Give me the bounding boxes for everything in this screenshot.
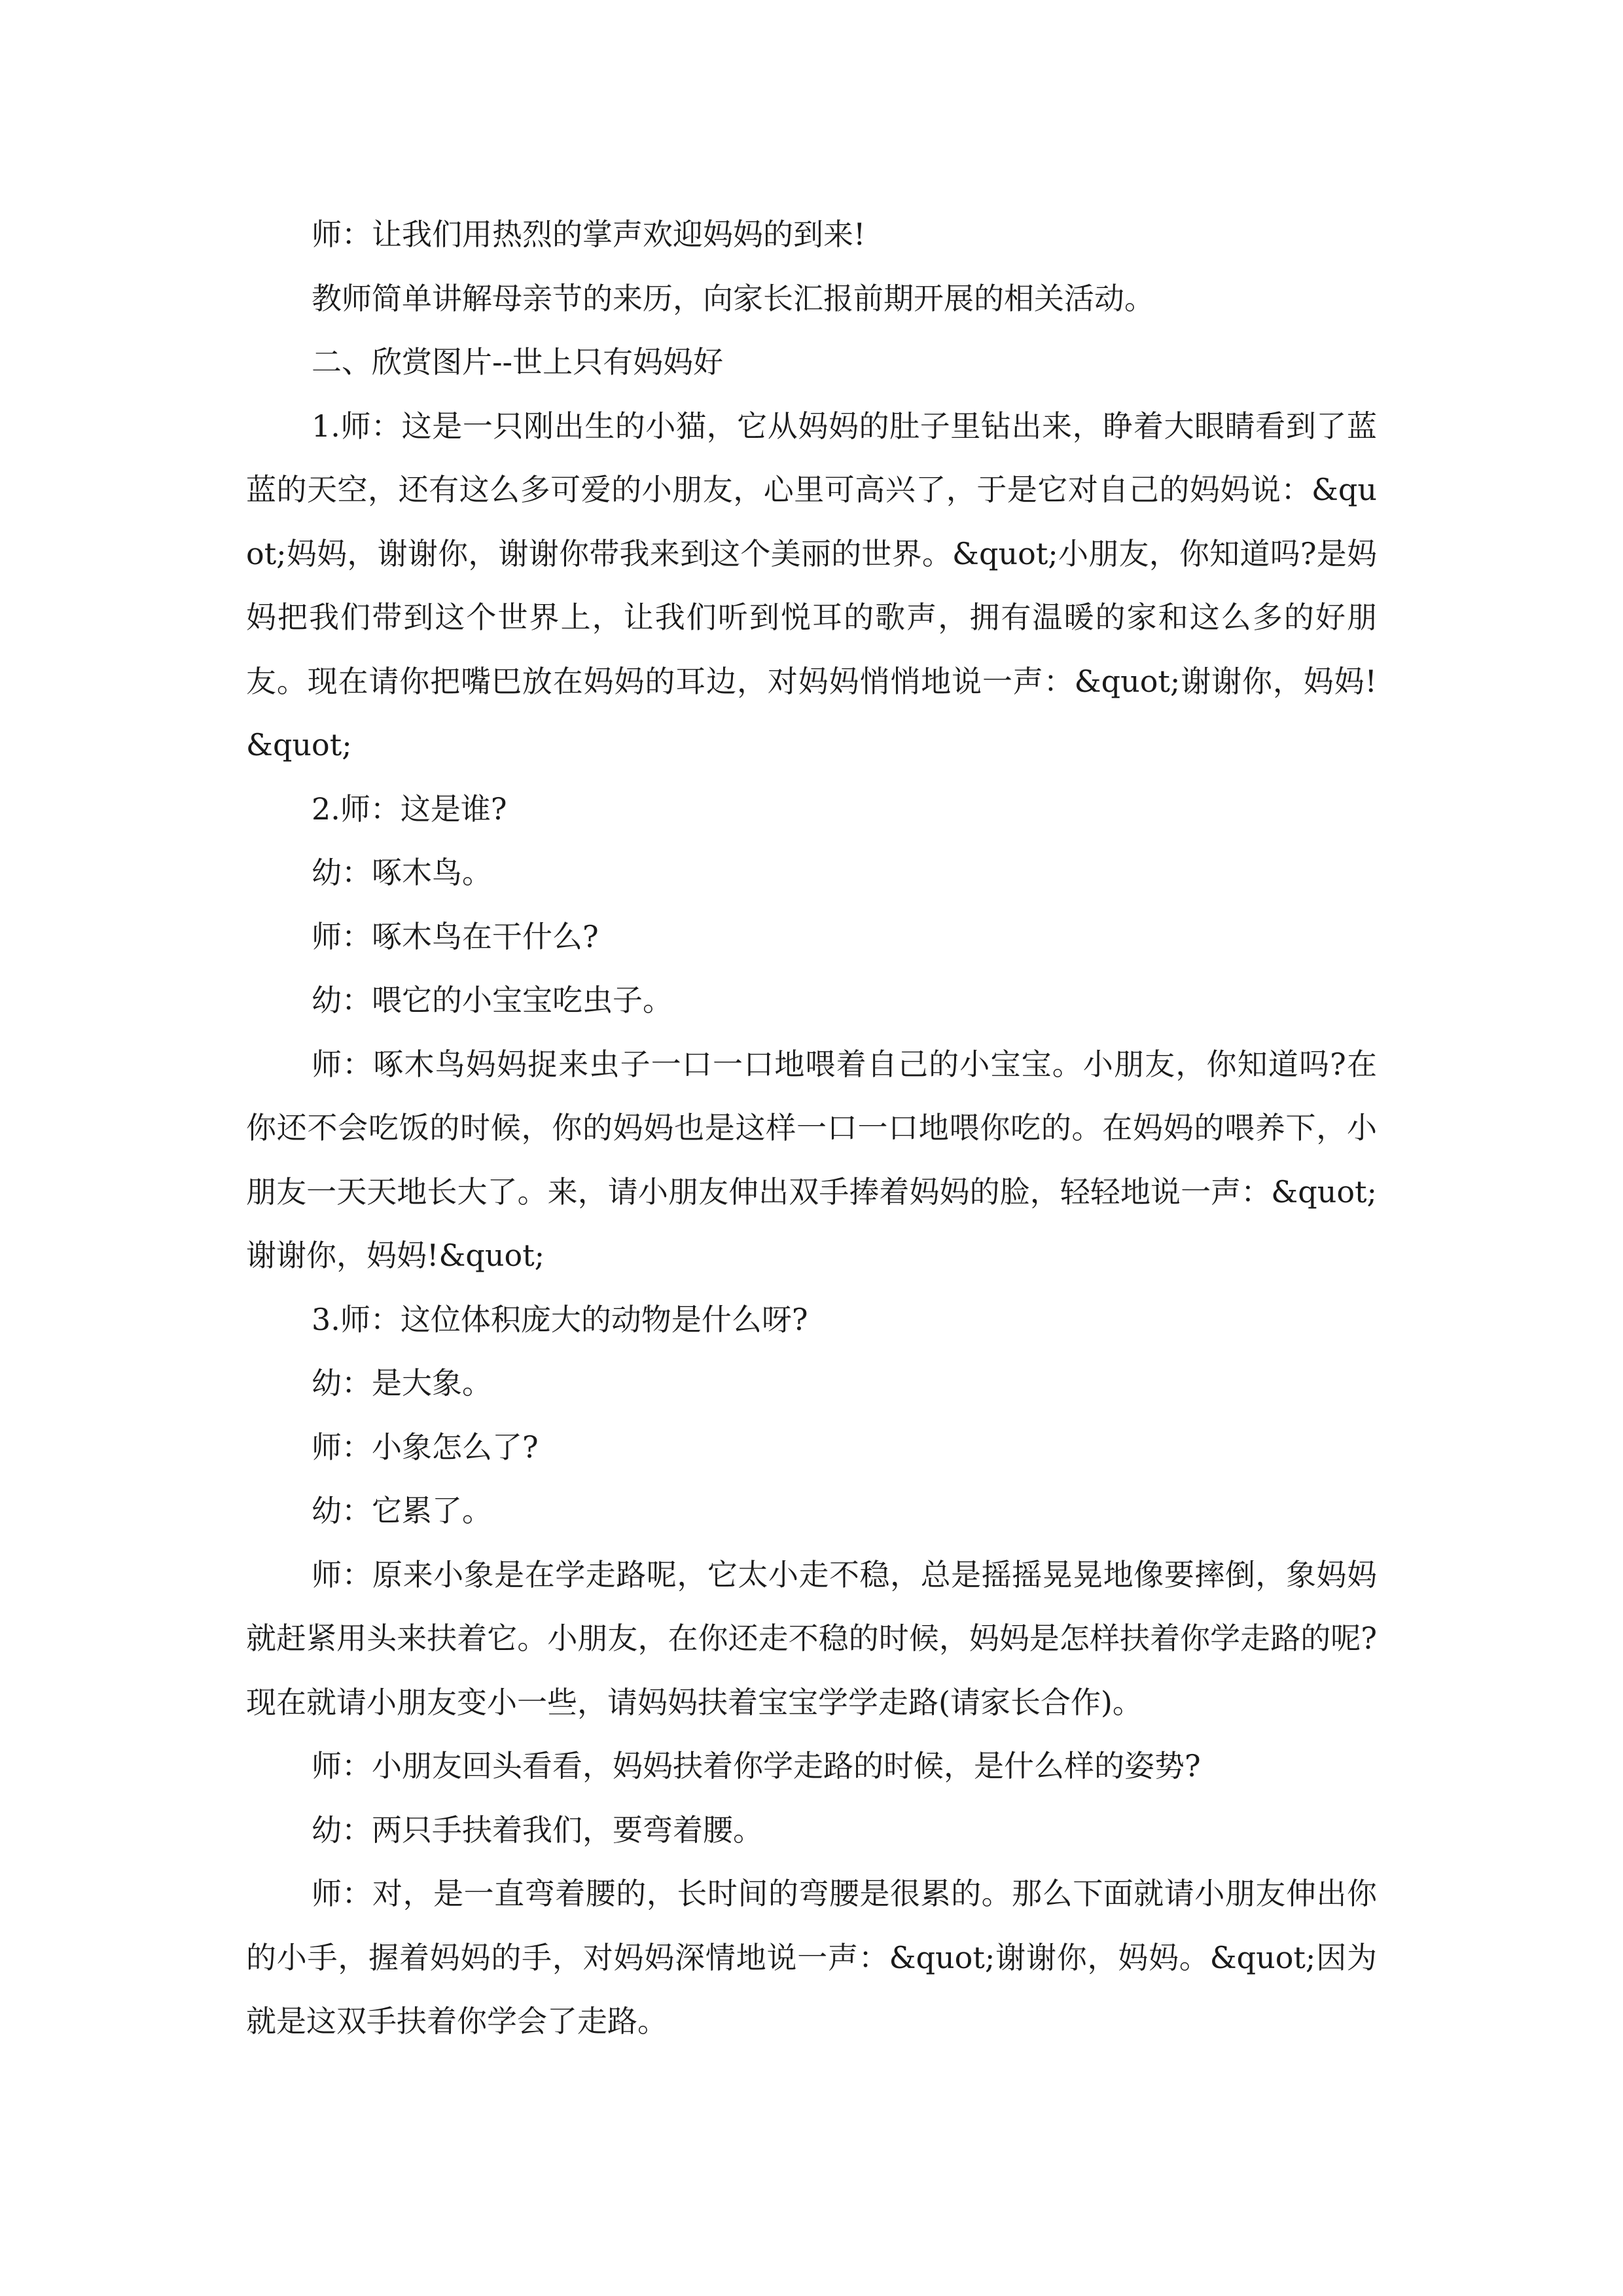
paragraph: 3.师：这位体积庞大的动物是什么呀? bbox=[312, 1301, 808, 1337]
paragraph: 师：小朋友回头看看，妈妈扶着你学走路的时候，是什么样的姿势? bbox=[312, 1748, 1201, 1784]
paragraph: 幼：它累了。 bbox=[312, 1493, 492, 1528]
paragraph: 幼：是大象。 bbox=[312, 1365, 492, 1401]
paragraph: 幼：喂它的小宝宝吃虫子。 bbox=[312, 982, 673, 1018]
paragraph: 师：让我们用热烈的掌声欢迎妈妈的到来! bbox=[312, 217, 866, 252]
paragraph: 1.师：这是一只刚出生的小猫，它从妈妈的肚子里钻出来，睁着大眼睛看到了蓝蓝的天空，还有这么多可爱的小朋友，心里可高兴了，于是它对自己的妈妈说：&quot;妈妈，谢谢你，谢谢你带我来到这个美丽的世界。&quot;小朋友，你知道吗?是妈妈把我们带到这个世界上，让我们听到悦耳的歌声，拥有温暖的家和这么多的好朋友。现在请你把嘴巴放在妈妈的耳边，对妈妈悄悄地说一声：&quot;谢谢你，妈妈!&quot; bbox=[246, 408, 1377, 762]
paragraph: 师：对，是一直弯着腰的，长时间的弯腰是很累的。那么下面就请小朋友伸出你的小手，握着妈妈的手，对妈妈深情地说一声：&quot;谢谢你，妈妈。&quot;因为就是这双手扶着你学会了走路。 bbox=[246, 1876, 1377, 2039]
paragraph: 教师简单讲解母亲节的来历，向家长汇报前期开展的相关活动。 bbox=[312, 280, 1154, 316]
paragraph: 师：原来小象是在学走路呢，它太小走不稳，总是摇摇晃晃地像要摔倒，象妈妈就赶紧用头来扶着它。小朋友，在你还走不稳的时候，妈妈是怎样扶着你学走路的呢?现在就请小朋友变小一些，请妈妈扶着宝宝学学走路(请家长合作)。 bbox=[246, 1556, 1377, 1720]
paragraph: 师：啄木鸟妈妈捉来虫子一口一口地喂着自己的小宝宝。小朋友，你知道吗?在你还不会吃饭的时候，你的妈妈也是这样一口一口地喂你吃的。在妈妈的喂养下，小朋友一天天地长大了。来，请小朋友伸出双手捧着妈妈的脸，轻轻地说一声：&quot;谢谢你，妈妈!&quot; bbox=[246, 1046, 1377, 1273]
document-page bbox=[246, 203, 1377, 2054]
paragraph: 幼：两只手扶着我们，要弯着腰。 bbox=[312, 1812, 763, 1848]
section-heading: 二、欣赏图片--世上只有妈妈好 bbox=[312, 344, 724, 380]
paragraph: 师：啄木鸟在干什么? bbox=[312, 918, 599, 954]
paragraph: 2.师：这是谁? bbox=[312, 791, 507, 827]
paragraph: 师：小象怎么了? bbox=[312, 1429, 539, 1465]
paragraph: 幼：啄木鸟。 bbox=[312, 855, 492, 890]
